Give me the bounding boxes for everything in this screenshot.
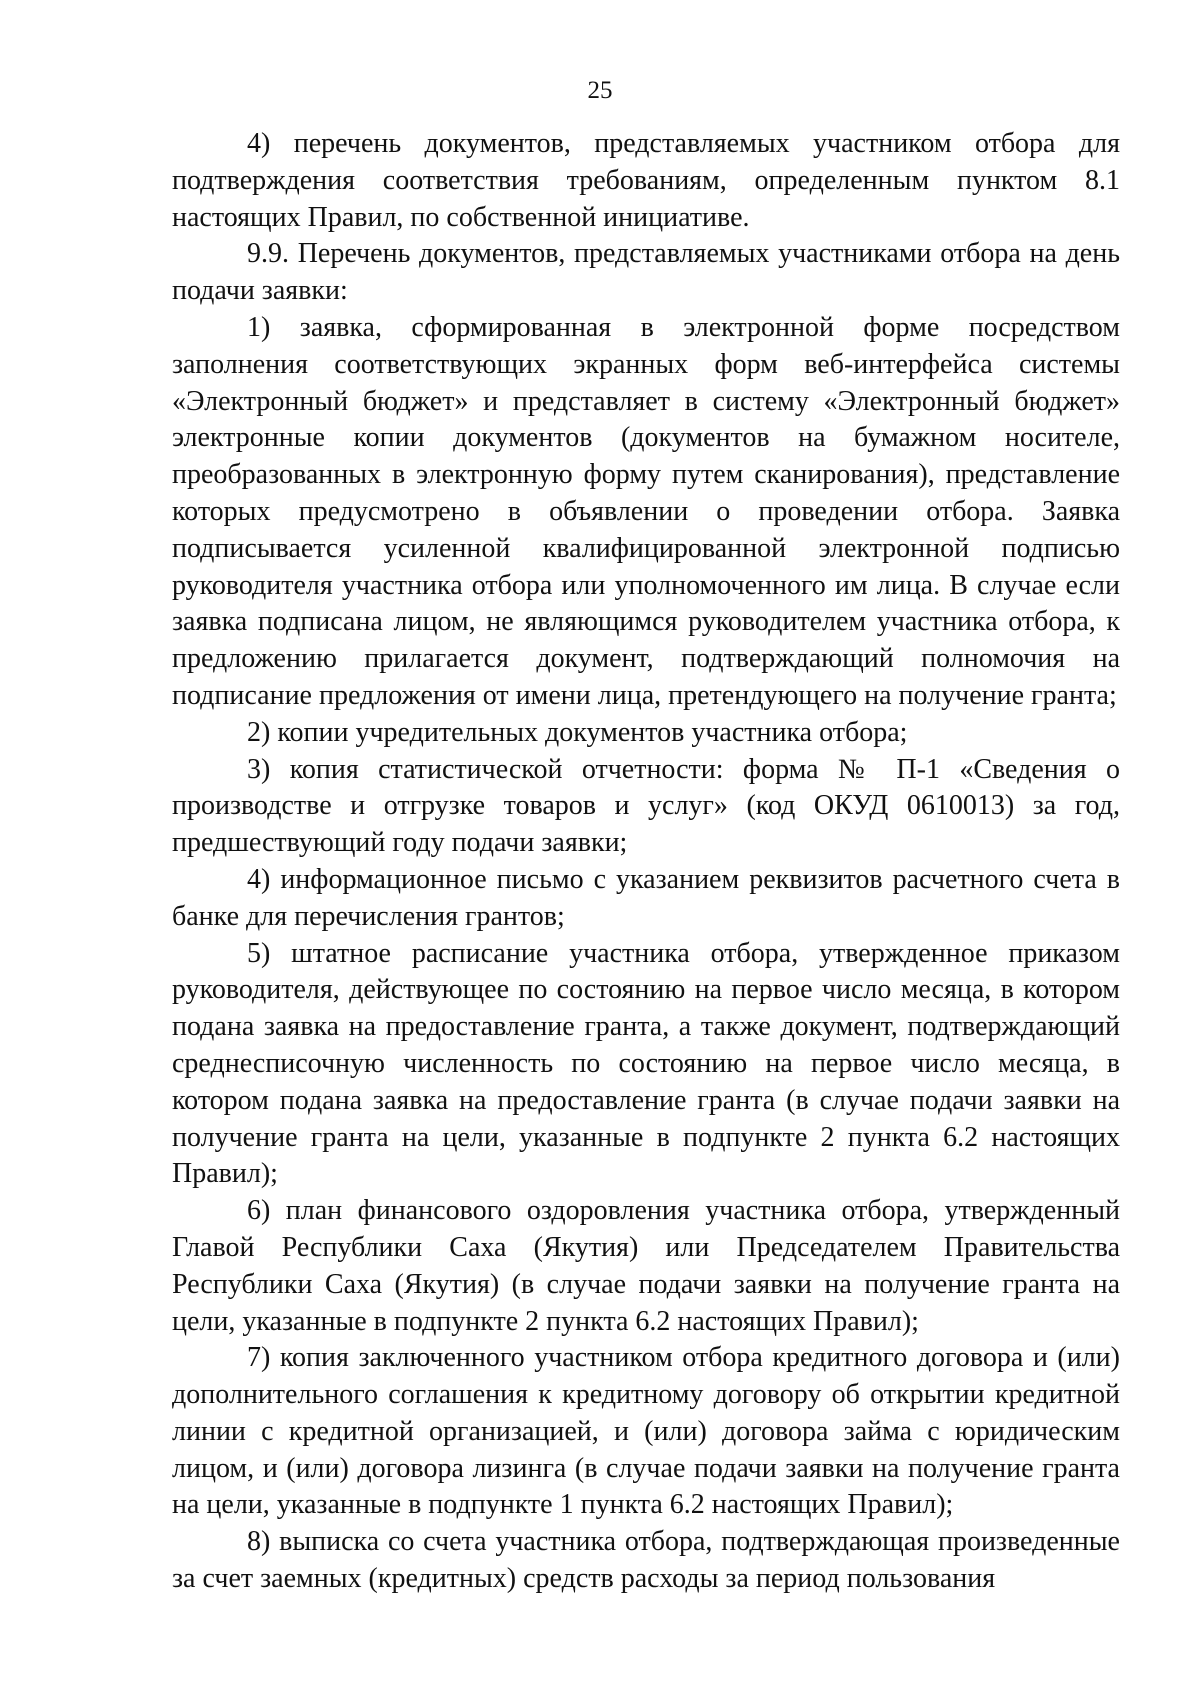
paragraph-item-1-application: 1) заявка, сформированная в электронной форме посредством заполнения соответствующих экранных форм веб-интерфейса системы «Электронный бюджет» и представляет в систему «Электронный бюджет» электронные копии документов (документов на бумажном носителе, преобразованных в электронную форму путем сканирования), представление которых предусмотрено в объявлении о проведении отбора. Заявка подписывается усиленной квалифицированной электронной подписью руководителя участника отбора или уполномоченного им лица. В случае если заявка подписана лицом, не являющимся руководителем участника отбора, к предложению прилагается документ, подтверждающий полномочия на подписание предложения от имени лица, претендующего на получение гранта; — [172, 311, 1120, 711]
paragraph-9-9-heading: 9.9. Перечень документов, представляемых участниками отбора на день подачи заявки: — [172, 238, 1120, 307]
paragraph-item-4-info-letter: 4) информационное письмо с указанием реквизитов расчетного счета в банке для перечисления грантов; — [172, 863, 1120, 932]
paragraph-item-4-documents-initiative: 4) перечень документов, представляемых участником отбора для подтверждения соответствия требованиям, определенным пунктом 8.1 настоящих Правил, по собственной инициативе. — [172, 128, 1120, 233]
document-body — [172, 126, 1120, 1598]
paragraph-item-5-staff-schedule: 5) штатное расписание участника отбора, утвержденное приказом руководителя, действующее по состоянию на первое число месяца, в котором подана заявка на предоставление гранта, а также документ, подтверждающий среднесписочную численность по состоянию на первое число месяца, в котором подана заявка на предоставление гранта (в случае подачи заявки на получение гранта на цели, указанные в подпункте 2 пункта 6.2 настоящих Правил); — [172, 937, 1120, 1190]
paragraph-item-8-account-statement: 8) выписка со счета участника отбора, подтверждающая произведенные за счет заемных (кредитных) средств расходы за период пользования — [172, 1526, 1120, 1595]
paragraph-item-2-founding-documents: 2) копии учредительных документов участника отбора; — [247, 716, 908, 748]
paragraph-item-7-credit-agreement: 7) копия заключенного участником отбора кредитного договора и (или) дополнительного соглашения к кредитному договору об открытии кредитной линии с кредитной организацией, и (или) договора займа с юридическим лицом, и (или) договора лизинга (в случае подачи заявки на получение гранта на цели, указанные в подпункте 1 пункта 6.2 настоящих Правил); — [172, 1342, 1120, 1521]
paragraph-item-6-recovery-plan: 6) план финансового оздоровления участника отбора, утвержденный Главой Республики Саха (Якутия) или Председателем Правительства Республики Саха (Якутия) (в случае подачи заявки на получение гранта на цели, указанные в подпункте 2 пункта 6.2 настоящих Правил); — [172, 1195, 1120, 1337]
paragraph-item-3-statistics: 3) копия статистической отчетности: форма № П-1 «Сведения о производстве и отгрузке товаров и услуг» (код ОКУД 0610013) за год, предшествующий году подачи заявки; — [172, 753, 1120, 859]
page-number: 25 — [587, 77, 613, 104]
